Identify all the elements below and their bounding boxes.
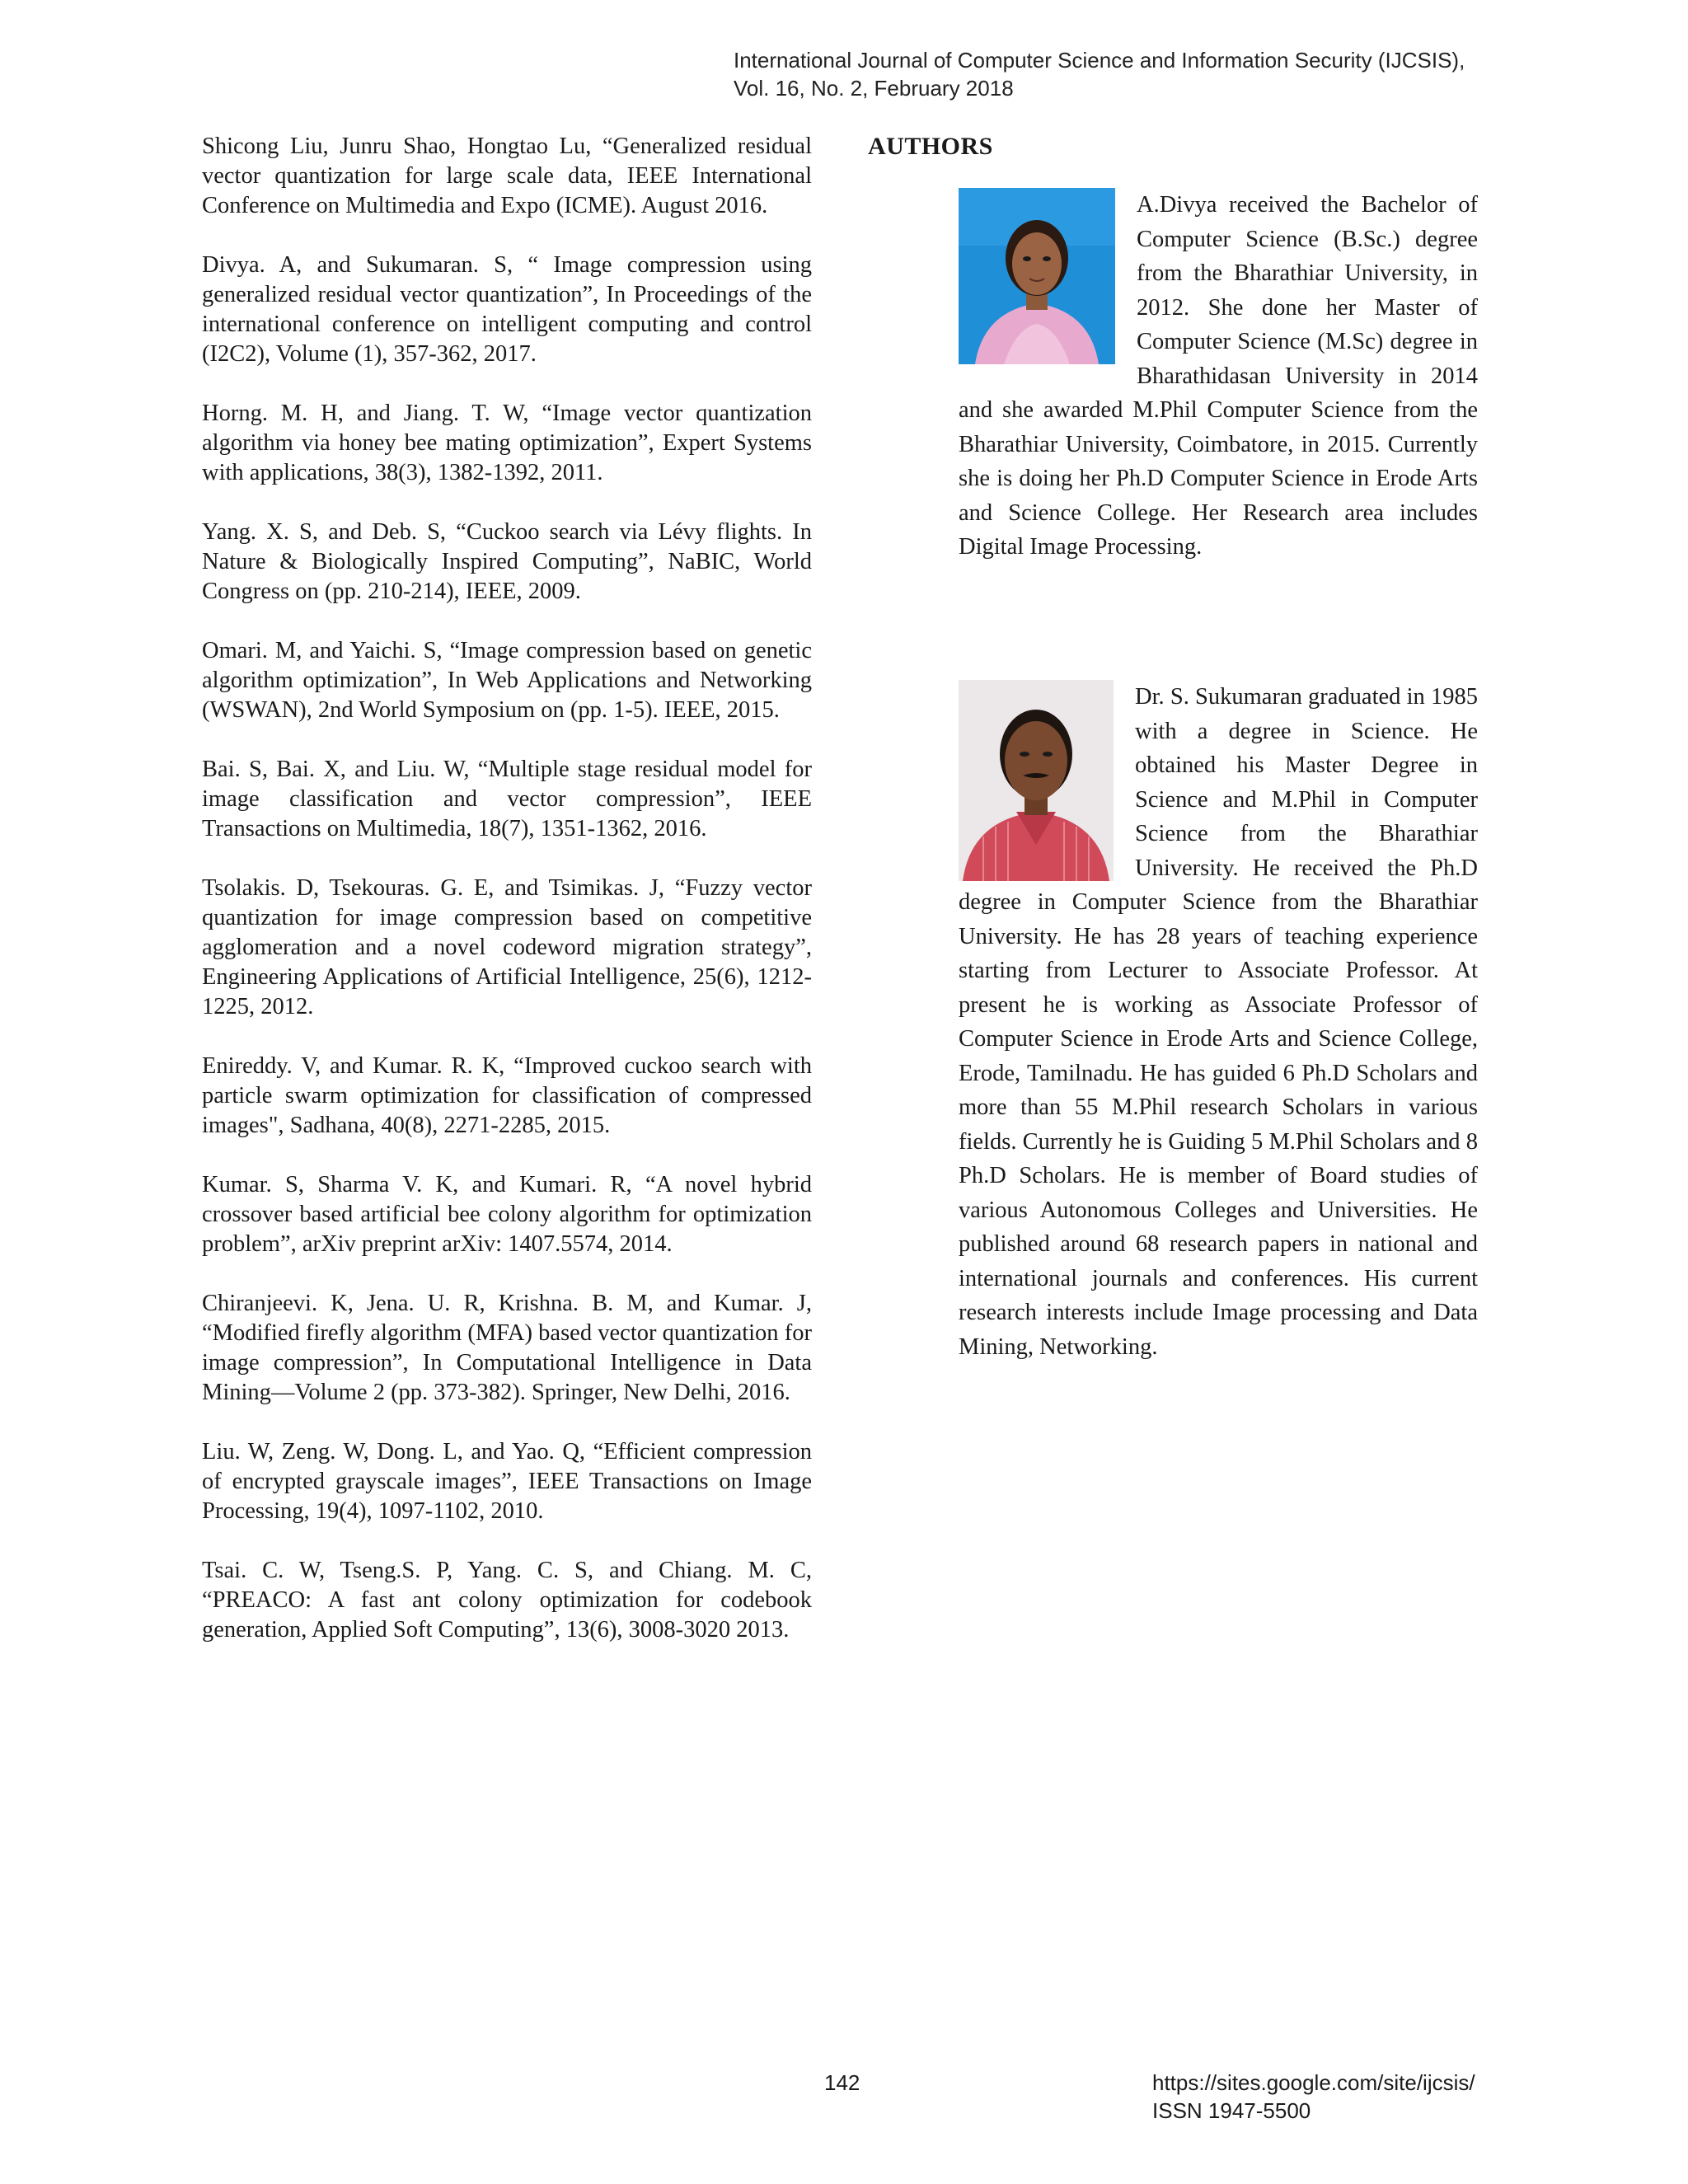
- author-bio-divya: A.Divya received the Bachelor of Computer Science (B.Sc.) degree from the Bharathiar University, in 2012. She done her Master of Computer Science (M.Sc) degree in Bharathidasan University in 2014 and she awarded M.Phil Computer Science from the Bharathiar University, Coimbatore, in 2015. Currently she is doing her Ph.D Computer Science in Erode Arts and Science College. Her Research area includes Digital Image Processing.: [959, 192, 1478, 560]
- authors-heading: AUTHORS: [868, 133, 993, 160]
- footer-info: [1152, 2069, 1475, 2125]
- reference-item: Liu. W, Zeng. W, Dong. L, and Yao. Q, “Efficient compression of encrypted grayscale images”, IEEE Transactions on Image Processing, 19(4), 1097-1102, 2010.: [202, 1439, 812, 1524]
- reference-item: Tsai. C. W, Tseng.S. P, Yang. C. S, and Chiang. M. C, “PREACO: A fast ant colony optimization for codebook generation, Applied Soft Computing”, 13(6), 3008-3020 2013.: [202, 1558, 812, 1643]
- reference-item: Enireddy. V, and Kumar. R. K, “Improved cuckoo search with particle swarm optimization for classification of compressed images", Sadhana, 40(8), 2271-2285, 2015.: [202, 1053, 812, 1138]
- reference-item: Tsolakis. D, Tsekouras. G. E, and Tsimikas. J, “Fuzzy vector quantization for image compression based on competitive agglomeration and a novel codeword migration strategy”, Engineering Applications of Artificial Intelligence, 25(6), 1212-1225, 2012.: [202, 875, 812, 1019]
- footer-url[interactable]: https://sites.google.com/site/ijcsis/: [1152, 2070, 1475, 2095]
- author-bio-sukumaran: Dr. S. Sukumaran graduated in 1985 with a degree in Science. He obtained his Master Degree in Science and M.Phil in Computer Science from the Bharathiar University. He received the Ph.D degree in Computer Science from the Bharathiar University. He has 28 years of teaching experience starting from Lecturer to Associate Professor. At present he is working as Associate Professor of Computer Science in Erode Arts and Science College, Erode, Tamilnadu. He has guided 6 Ph.D Scholars and more than 55 M.Phil research Scholars in various fields. Currently he is Guiding 5 M.Phil Scholars and 8 Ph.D Scholars. He is member of Board studies of various Autonomous Colleges and Universities. He published around 68 research papers in national and international journals and conferences. His current research interests include Image processing and Data Mining, Networking.: [959, 684, 1478, 1360]
- reference-item: Bai. S, Bai. X, and Liu. W, “Multiple stage residual model for image classification and vector compression”, IEEE Transactions on Multimedia, 18(7), 1351-1362, 2016.: [202, 757, 812, 841]
- page-number: 142: [824, 2070, 860, 2095]
- author-photo-divya: [959, 188, 1115, 364]
- references-list: [202, 132, 812, 1675]
- reference-item: Yang. X. S, and Deb. S, “Cuckoo search via Lévy flights. In Nature & Biologically Inspired Computing”, NaBIC, World Congress on (pp. 210-214), IEEE, 2009.: [202, 519, 812, 604]
- author-divya: [959, 188, 1478, 565]
- footer-issn: ISSN 1947-5500: [1152, 2098, 1311, 2123]
- journal-header: [734, 46, 1657, 102]
- author-sukumaran: [959, 680, 1478, 1364]
- author-photo-sukumaran: [959, 680, 1114, 881]
- reference-item: Chiranjeevi. K, Jena. U. R, Krishna. B. M, and Kumar. J, “Modified firefly algorithm (MFA) based vector quantization for image compression”, In Computational Intelligence in Data Mining—Volume 2 (pp. 373-382). Springer, New Delhi, 2016.: [202, 1291, 812, 1405]
- journal-volume: Vol. 16, No. 2, February 2018: [734, 76, 1014, 101]
- reference-item: Kumar. S, Sharma V. K, and Kumari. R, “A novel hybrid crossover based artificial bee colony algorithm for optimization problem”, arXiv preprint arXiv: 1407.5574, 2014.: [202, 1172, 812, 1257]
- reference-item: Omari. M, and Yaichi. S, “Image compression based on genetic algorithm optimization”, In Web Applications and Networking (WSWAN), 2nd World Symposium on (pp. 1-5). IEEE, 2015.: [202, 638, 812, 723]
- reference-item: Shicong Liu, Junru Shao, Hongtao Lu, “Generalized residual vector quantization for large scale data, IEEE International Conference on Multimedia and Expo (ICME). August 2016.: [202, 134, 812, 218]
- reference-item: Divya. A, and Sukumaran. S, “ Image compression using generalized residual vector quantization”, In Proceedings of the international conference on intelligent computing and control (I2C2), Volume (1), 357-362, 2017.: [202, 252, 812, 367]
- journal-title: International Journal of Computer Science and Information Security (IJCSIS),: [734, 48, 1465, 73]
- reference-item: Horng. M. H, and Jiang. T. W, “Image vector quantization algorithm via honey bee mating optimization”, Expert Systems with applications, 38(3), 1382-1392, 2011.: [202, 401, 812, 485]
